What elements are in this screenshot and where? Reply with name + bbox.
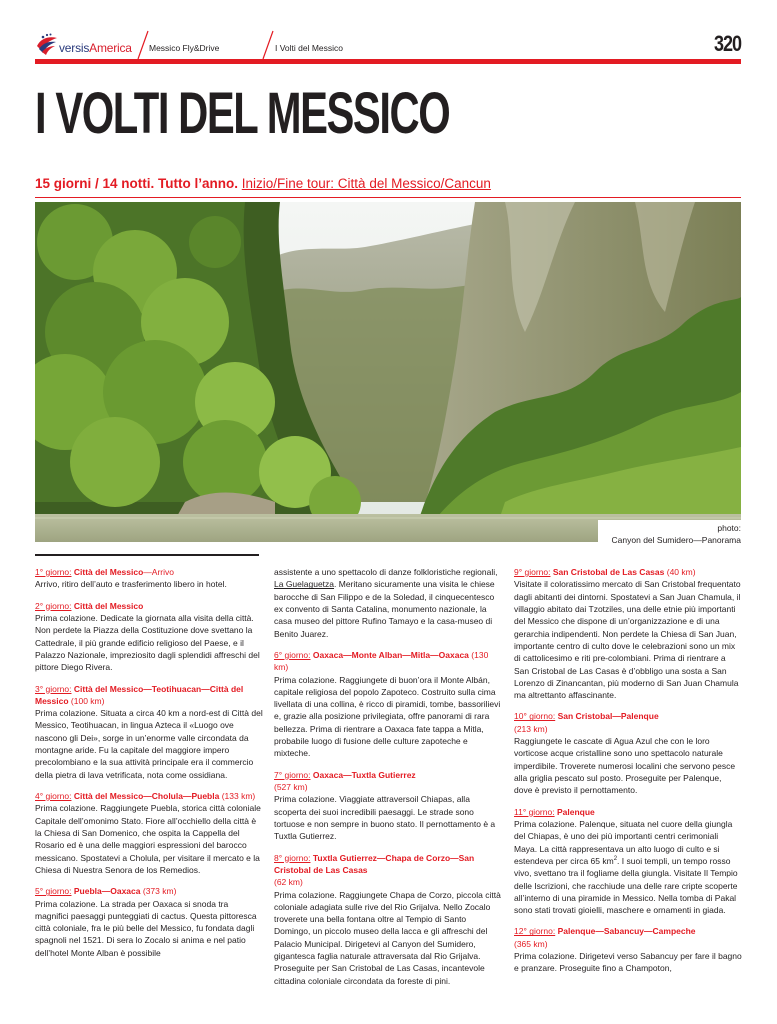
day-title: Città del Messico (73, 600, 144, 611)
day-text: Prima colazione. Dirigetevi verso Sabancuy per fare il bagno e pranzare. Proseguite fino a Champoton, (514, 951, 742, 974)
photo-caption (598, 520, 741, 551)
day-title: Puebla—Oaxaca (73, 886, 141, 897)
day-distance: (365 km) (514, 938, 548, 949)
itinerary-column-1 (35, 566, 263, 968)
day-label[interactable]: 7° giorno: (274, 769, 311, 780)
day-text: Prima colazione. Viaggiate attraversoil Chiapas, alla scoperta dei suoi incredibili paesaggi. Le strade sono tortuose e non sempre in buono stato. Il pernottamento è a Tuxtla Gutierrez. (274, 794, 496, 842)
day-text: Prima colazione. Raggiungete di buon’ora il Monte Albán, capitale religiosa del popolo Zapoteco. Costruito sulla cima livellata di una collina, è ricco di piramidi, tombe, bassorilievi e, grazie alla posizione privilegiata, offre panorami di rara bellezza. Prima di rientrare a Oaxaca fate tappa a Mitla, probabile luogo di fusione delle culture zapoteche e mixteche. (274, 674, 501, 759)
day-label[interactable]: 4° giorno: (35, 791, 72, 801)
subtitle-rule (35, 197, 741, 198)
day-distance: (130 km) (274, 649, 489, 673)
day-12 (514, 925, 742, 974)
day-text: Arrivo, ritiro dell’auto e trasferimento libero in hotel. (35, 579, 227, 590)
day-1 (35, 566, 263, 591)
page-number: 320 (713, 31, 741, 56)
day-subtitle: —Arrivo (143, 567, 174, 577)
day-distance: (133 km) (221, 791, 256, 801)
photo-caption-label: photo: (717, 523, 741, 533)
day-label[interactable]: 11° giorno: (514, 806, 555, 817)
day-text: Prima colazione. Raggiungete Puebla, storica città coloniale Capitale dell’omonimo Stato. Fiore all’occhiello della città è la Chiesa di San Domenico, che ospita la Cappella del Rosario ed è una delle maggiori espressioni del barocco messicano. Spostatevi a Cholula, per visitare il mercato e la Chiesa di Nuestra Senora de los Remedios. (35, 803, 261, 875)
day-label[interactable]: 6° giorno: (274, 649, 311, 660)
day-text: Prima colazione. Raggiungete Chapa de Corzo, piccola città coloniale adagiata sulle rive del Rio Grijalva. Nello Zocalo troverete una bella fontana oltre al Tempio di Santo Domingo, un piccolo museo della lacca e gli affreschi del Palacio Municipal. Dirigetevi al Canyon del Sumidero, gigantesca faglia naturale attraversata dal Rio Grijalva. Proseguite per San Cristobal de Las Casas, incantevole cittadina coloniale circondata da foreste di pini. (274, 889, 501, 986)
day-title: Città del Messico—Cholula—Puebla (73, 791, 220, 801)
itinerary-column-3 (514, 566, 742, 984)
flag-emblem-icon (35, 32, 59, 58)
day-11 (514, 806, 742, 917)
header-rule (35, 59, 741, 64)
day-text: Prima colazione. Situata a circa 40 km a nord-est di Città del Messico, Teotihuacan, in lingua Azteca il «Luogo ove nascono gli Dei», sorge in un’enorme valle circondata da montagne aride. Fu la capitale del maggiore impero precolombiano e la sua attività principale era il commercio della pietra di lava vetrificata, nota come ossidiana. (35, 708, 263, 780)
day-9 (514, 566, 742, 701)
day-title: Città del Messico—Teotihuacan—Città del Messico (35, 683, 244, 706)
itinerary-column-2 (274, 566, 502, 996)
day-distance: (62 km) (274, 877, 303, 888)
day-5 (35, 885, 263, 959)
day-title: Palenque—Sabancuy—Campeche (557, 926, 696, 937)
day-title: Tuxtla Gutierrez—Chapa de Corzo—San Cristobal de Las Casas (274, 852, 475, 875)
day-distance: (527 km) (274, 782, 308, 792)
tour-subtitle (35, 176, 491, 191)
day-title: San Cristobal de Las Casas (552, 567, 665, 577)
logo-text: versisAmerica (59, 41, 132, 55)
canyon-photo (35, 202, 741, 542)
day-label[interactable]: 1° giorno: (35, 567, 72, 577)
day-label[interactable]: 9° giorno: (514, 567, 551, 577)
breadcrumb-page[interactable]: I Volti del Messico (275, 43, 344, 53)
day-7 (274, 769, 502, 843)
day-label[interactable]: 10° giorno: (514, 711, 556, 722)
day-title: San Cristobal—Palenque (557, 711, 659, 722)
separator-slash-icon (261, 30, 275, 60)
day-distance: (100 km) (70, 695, 105, 706)
day-6 (274, 649, 502, 760)
day-text: Raggiungete le cascate di Agua Azul che con le loro vorticose acque cristalline sono uno spettacolo naturale imperdibile. Troverete numerosi localini che servono pesce alla griglia pescato sul posto. Proseguite per Palenque, dove è previsto il pernottamento. (514, 736, 736, 796)
day-10 (514, 710, 742, 796)
day-text: Visitate il coloratissimo mercato di San Cristobal frequentato dagli abitanti dei dintorni. Spostatevi a San Juan Chamula, il villaggio abitato dai Tzotziles, una delle etnie più importanti del Messico che dispone di un’organizzazione e di una gerarchia indipendenti. Non perdete la Chiesa di San Juan, importante centro di culto dove le celebrazioni sono un mix di cattolicesimo e riti pre-colombiani. Prima di rientrare a San Cristobal de Las Casas è d’obbligo una sosta a San Lorenzo di Zinancantan, più moderno di San Juan Chamula ma altrettanto affascinante. (514, 579, 741, 701)
day-text: Prima colazione. La strada per Oaxaca si snoda tra magnifici paesaggi punteggiati di cactus. Questa pittoresca città coloniale, fra le più belle del Messico, fu fondata dagli spagnoli nel 1521. Di sera lo Zocalo si anima e nel patio dell’hotel Monte Alban è possibile (35, 898, 257, 958)
day-distance: (373 km) (142, 886, 177, 897)
tour-duration: 15 giorni / 14 notti. Tutto l’anno. (35, 176, 238, 191)
day-title: Oaxaca—Tuxtla Gutierrez (312, 769, 416, 780)
page-header (35, 30, 741, 60)
itinerary-rule (35, 554, 259, 556)
guelaguetza-link[interactable]: La Guelaguetza (274, 579, 335, 590)
day-label[interactable]: 2° giorno: (35, 600, 72, 611)
day-title: Oaxaca—Monte Alban—Mitla—Oaxaca (312, 649, 469, 660)
versis-america-logo[interactable] (35, 32, 145, 58)
day-title: Palenque (556, 806, 595, 817)
canyon-landscape-image (35, 202, 741, 542)
day-text: Prima colazione. Dedicate la giornata alla visita della città. Non perdete la Piazza della Costituzione dove svettano la Cattedrale, il più grande edificio religioso del Paese, e il Palazzo Nazionale, impreziosito dagli splendidi affreschi del pittore Diego Rivera. (35, 612, 260, 673)
day-label[interactable]: 5° giorno: (35, 886, 72, 897)
day-title: Città del Messico (73, 567, 144, 577)
photo-caption-text: Canyon del Sumidero—Panorama (611, 535, 741, 546)
page-title: I VOLTI DEL MESSICO (35, 81, 450, 146)
separator-slash-icon (136, 30, 150, 60)
day-8 (274, 852, 502, 987)
day-text: Prima colazione. Palenque, situata nel cuore della giungla del Chiapas, è uno dei più importanti centri cerimoniali Maya. La città rappresentava un alto luogo di culto e si estendeva per circa 65 $km^2$. I suoi templi, un tempo rosso vivo, svettano tra il fogliame della giungla. Visitate Il Tempio delle Iscrizioni, che racchiude una delle rare cripte scoperte all’interno di una piramide in Messico. Nella tomba di Pakal sono stati trovati gioielli, maschere e ornamenti in giada. (514, 818, 738, 916)
day-distance: (213 km) (514, 723, 548, 734)
tour-start-end-link[interactable]: Inizio/Fine tour: Città del Messico/Cancun (241, 176, 491, 191)
day-distance: (40 km) (666, 567, 696, 577)
day-label[interactable]: 8° giorno: (274, 852, 311, 863)
day-text: assistente a uno spettacolo di danze folkloristiche regionali, La Guelaguetza. Meritano sicuramente una visita le chiese barocche di San Filippo e de la Soledad, il cinquecentesco ex convento di Santa Catalina, monumento nazionale, la casa museo del pittore Rufino Tamayo e la casa-museo di Benito Juarez. (274, 567, 498, 639)
day-3 (35, 683, 263, 782)
day-2 (35, 600, 263, 674)
day-5-continued (274, 566, 502, 640)
breadcrumb-section[interactable]: Messico Fly&Drive (149, 43, 220, 53)
day-4 (35, 790, 263, 876)
day-label[interactable]: 3° giorno: (35, 683, 72, 694)
day-label[interactable]: 12° giorno: (514, 926, 556, 937)
